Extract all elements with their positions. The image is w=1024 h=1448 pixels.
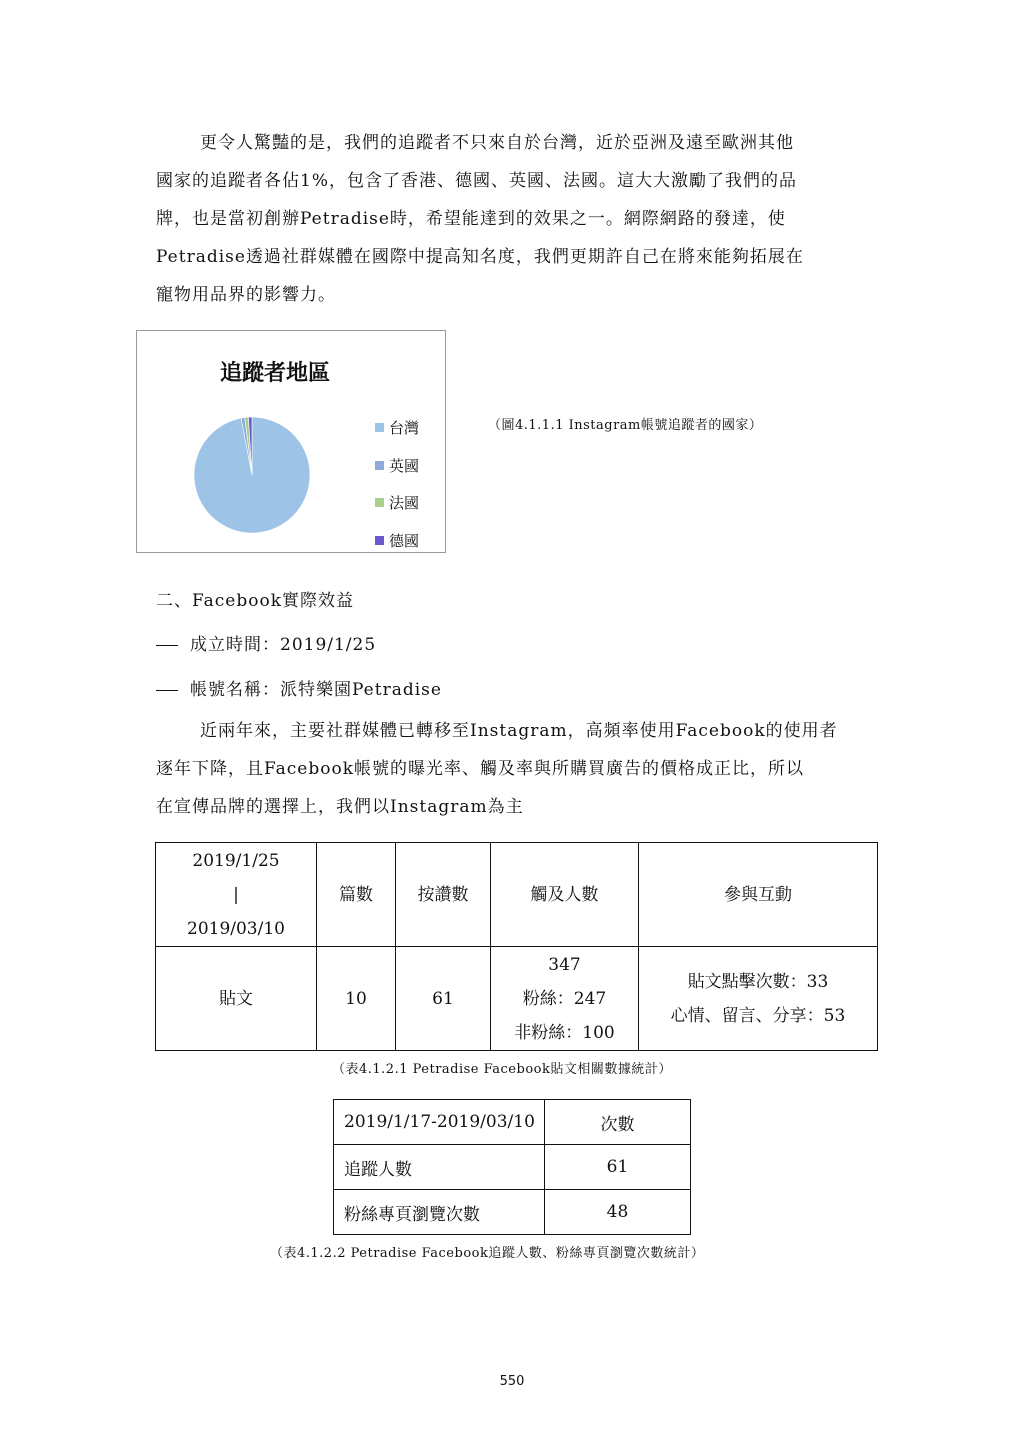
engage-reactions: 心情、留言、分享：53 [670,1005,846,1026]
header-cell: 2019/1/17-2019/03/10 [334,1100,545,1145]
chart-legend [375,409,419,559]
fb-line: 近兩年來，主要社群媒體已轉移至Instagram，高頻率使用Facebook的使用者 [200,721,838,741]
chart-caption: （圖4.1.1.1 Instagram帳號追蹤者的國家） [488,418,763,433]
reach-fans: 粉絲：247 [522,988,607,1009]
reach-nonfans: 非粉絲：100 [514,1022,615,1043]
bullet-item [156,630,376,655]
reach-cell [491,947,639,1051]
legend-label: 法國 [389,494,420,513]
row-label-cell: 貼文 [156,947,317,1051]
period-separator: | [233,884,239,905]
dash-icon [156,645,178,646]
intro-paragraph [156,124,868,314]
bullet-item [156,675,442,700]
row-label-cell: 追蹤人數 [334,1145,545,1190]
chart-title: 追蹤者地區 [220,361,331,386]
fb-line: 在宣傳品牌的選擇上，我們以Instagram為主 [156,797,524,817]
value-cell: 61 [545,1145,691,1190]
intro-line: 更令人驚豔的是，我們的追蹤者不只來自於台灣，近於亞洲及遠至歐洲其他 [200,133,794,153]
table-row [334,1145,691,1190]
period-cell [156,843,317,947]
bullet-text: 成立時間：2019/1/25 [190,635,377,655]
table-row [156,947,878,1051]
facebook-post-stats-table [155,842,878,1051]
legend-item [375,484,419,522]
legend-swatch [375,423,384,432]
table-row [334,1190,691,1235]
posts-cell: 10 [317,947,396,1051]
header-cell: 觸及人數 [491,843,639,947]
page-number: 550 [499,1374,525,1389]
legend-label: 德國 [389,531,420,550]
intro-line: 國家的追蹤者各佔1%，包含了香港、德國、英國、法國。這大大激勵了我們的品 [156,171,797,191]
period-start: 2019/1/25 [192,850,280,871]
legend-swatch [375,498,384,507]
value-cell: 48 [545,1190,691,1235]
intro-line: 牌，也是當初創辦Petradise時，希望能達到的效果之一。網際網路的發達，使 [156,209,786,229]
header-cell: 參與互動 [639,843,878,947]
legend-item [375,447,419,485]
fb-line: 逐年下降，且Facebook帳號的曝光率、觸及率與所購買廣告的價格成正比，所以 [156,759,805,779]
facebook-follower-stats-table [333,1099,691,1235]
pie-chart [182,405,322,545]
legend-swatch [375,536,384,545]
follower-region-chart [136,330,446,553]
legend-label: 英國 [389,456,420,475]
legend-item [375,522,419,560]
likes-cell: 61 [396,947,491,1051]
facebook-paragraph [156,712,868,826]
engagement-cell [639,947,878,1051]
section-heading: 二、Facebook實際效益 [156,591,355,611]
table-header-row [334,1100,691,1145]
legend-swatch [375,461,384,470]
intro-line: 寵物用品界的影響力。 [156,285,336,305]
header-cell: 次數 [545,1100,691,1145]
intro-line: Petradise透過社群媒體在國際中提高知名度，我們更期許自己在將來能夠拓展在 [156,247,804,267]
table2-caption: （表4.1.2.2 Petradise Facebook追蹤人數、粉絲專頁瀏覽次數統計） [270,1246,705,1261]
dash-icon [156,690,178,691]
header-cell: 按讚數 [396,843,491,947]
header-cell: 篇數 [317,843,396,947]
period-end: 2019/03/10 [187,918,285,939]
bullet-text: 帳號名稱：派特樂園Petradise [190,680,442,700]
legend-item [375,409,419,447]
table1-caption: （表4.1.2.1 Petradise Facebook貼文相關數據統計） [332,1062,672,1077]
row-label-cell: 粉絲專頁瀏覽次數 [334,1190,545,1235]
legend-label: 台灣 [389,419,420,438]
engage-clicks: 貼文點擊次數：33 [687,971,829,992]
reach-total: 347 [548,954,581,975]
table-header-row [156,843,878,947]
